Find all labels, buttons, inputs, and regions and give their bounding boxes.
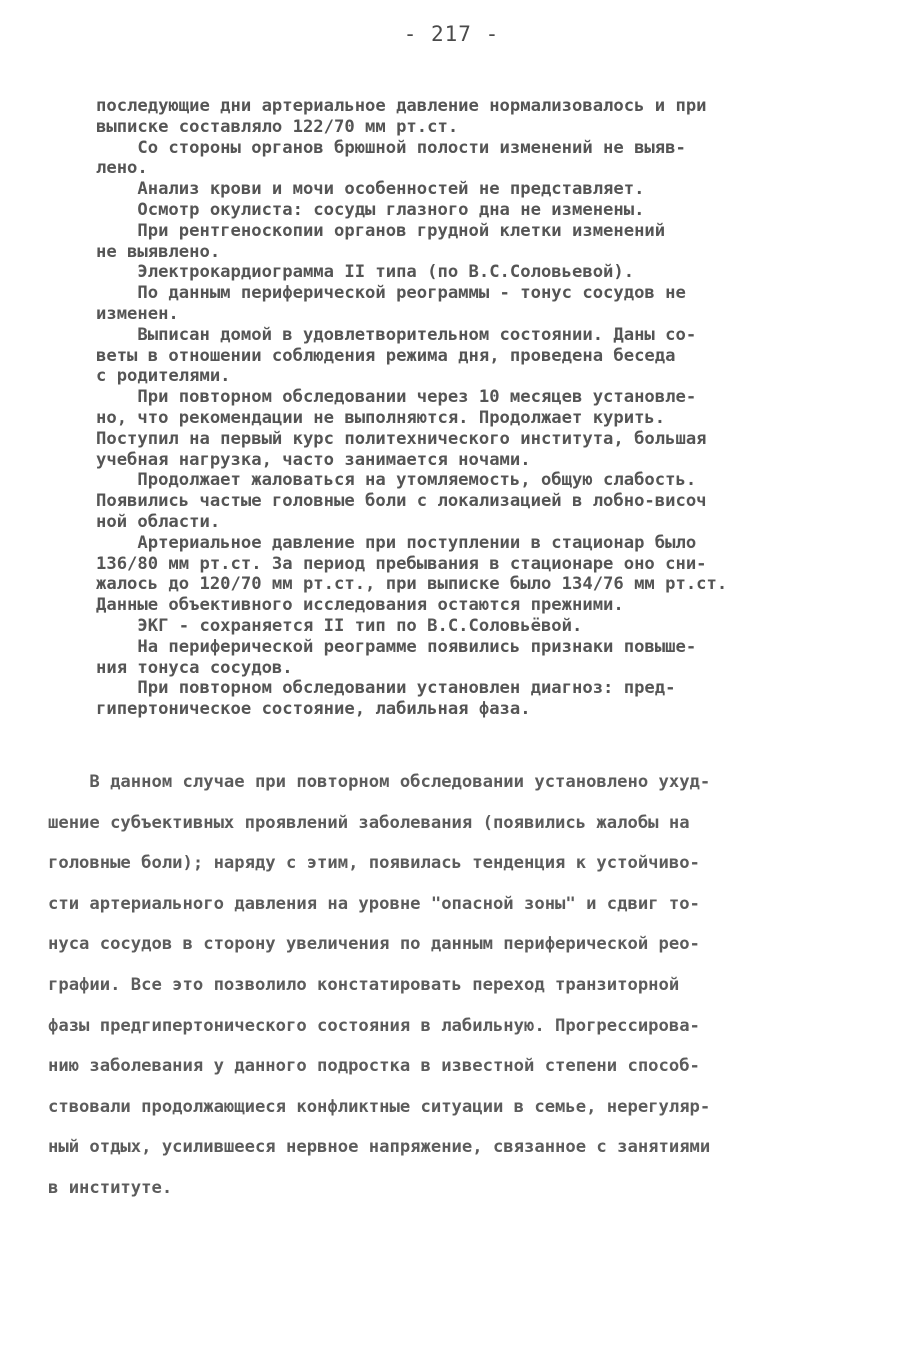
- text-line: не выявлено.: [96, 241, 221, 262]
- text-line: изменен.: [96, 303, 179, 324]
- page-number: - 217 -: [403, 22, 500, 46]
- text-line: нуса сосудов в сторону увеличения по данным периферической рео-: [48, 934, 700, 955]
- text-line: ствовали продолжающиеся конфликтные ситуации в семье, нерегуляр-: [48, 1096, 711, 1117]
- text-line: Данные объективного исследования остаются прежними.: [96, 595, 624, 616]
- text-line: нию заболевания у данного подростка в известной степени способ-: [48, 1056, 700, 1077]
- text-line: в институте.: [48, 1177, 173, 1198]
- text-line: веты в отношении соблюдения режима дня, проведена беседа: [96, 345, 676, 366]
- text-line: На периферической реограмме появились признаки повыше-: [96, 636, 697, 657]
- text-line: Артериальное давление при поступлении в стационар было: [96, 532, 697, 553]
- text-line: жалось до 120/70 мм рт.ст., при выписке было 134/76 мм рт.ст.: [96, 574, 728, 595]
- text-line: При рентгеноскопии органов грудной клетки изменений: [96, 220, 666, 241]
- text-line: Продолжает жаловаться на утомляемость, общую слабость.: [96, 470, 697, 491]
- text-line: выписке составляло 122/70 мм рт.ст.: [96, 116, 459, 137]
- text-line: сти артериального давления на уровне "опасной зоны" и сдвиг то-: [48, 893, 700, 914]
- text-line: фазы предгипертонического состояния в лабильную. Прогрессирова-: [48, 1015, 700, 1036]
- discussion-paragraph: [48, 762, 858, 1209]
- text-line: Поступил на первый курс политехнического института, большая: [96, 428, 707, 449]
- text-line: 136/80 мм рт.ст. За период пребывания в стационаре оно сни-: [96, 553, 707, 574]
- text-line: Выписан домой в удовлетворительном состоянии. Даны со-: [96, 324, 697, 345]
- text-line: При повторном обследовании установлен диагноз: пред-: [96, 678, 676, 699]
- text-line: Со стороны органов брюшной полости изменений не выяв-: [96, 137, 686, 158]
- text-line: Появились частые головные боли с локализацией в лобно-височ: [96, 491, 707, 512]
- text-line: Электрокардиограмма II типа (по В.С.Соловьевой).: [96, 262, 635, 283]
- text-line: ный отдых, усилившееся нервное напряжение, связанное с занятиями: [48, 1137, 711, 1158]
- text-line: По данным периферической реограммы - тонус сосудов не: [96, 283, 686, 304]
- text-line: ЭКГ - сохраняется II тип по В.С.Соловьёвой.: [96, 615, 583, 636]
- text-line: с родителями.: [96, 366, 231, 387]
- text-line: графии. Все это позволило констатировать переход транзиторной: [48, 974, 680, 995]
- text-line: Осмотр окулиста: сосуды глазного дна не изменены.: [96, 199, 645, 220]
- text-line: гипертоническое состояние, лабильная фаза.: [96, 699, 531, 720]
- text-line: головные боли); наряду с этим, появилась тенденция к устойчиво-: [48, 853, 700, 874]
- case-description-block: [96, 96, 841, 720]
- text-line: учебная нагрузка, часто занимается ночами.: [96, 449, 531, 470]
- text-line: Анализ крови и мочи особенностей не представляет.: [96, 179, 645, 200]
- text-line: последующие дни артериальное давление нормализовалось и при: [96, 96, 707, 116]
- text-line: При повторном обследовании через 10 месяцев установле-: [96, 387, 697, 408]
- text-line: В данном случае при повторном обследовании установлено ухуд-: [48, 772, 711, 792]
- text-line: ной области.: [96, 511, 221, 532]
- text-line: но, что рекомендации не выполняются. Продолжает курить.: [96, 407, 666, 428]
- text-line: лено.: [96, 158, 148, 179]
- text-line: шение субъективных проявлений заболевания (появились жалобы на: [48, 812, 690, 833]
- text-line: ния тонуса сосудов.: [96, 657, 293, 678]
